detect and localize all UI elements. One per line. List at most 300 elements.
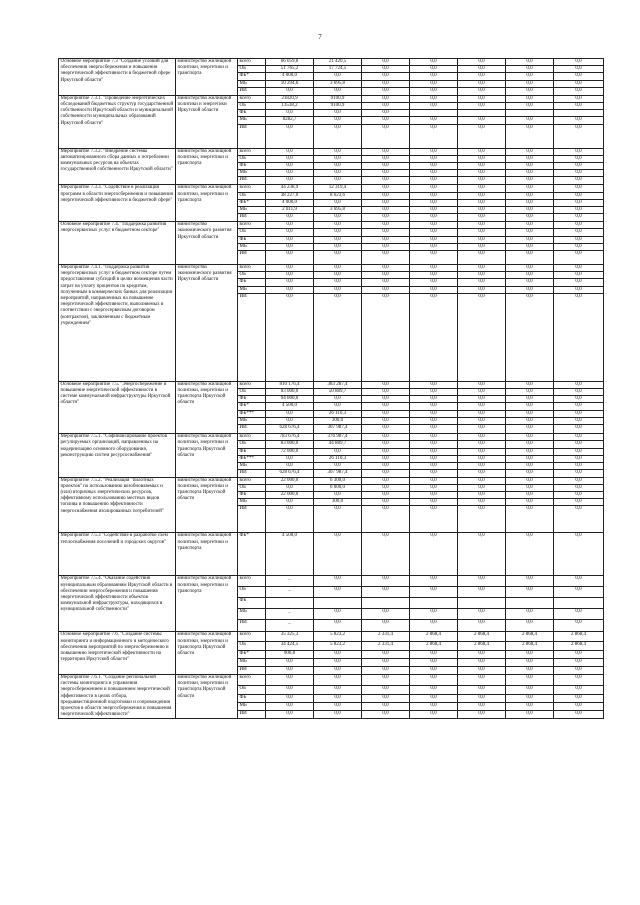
- amount-cell: 22 000,0: [266, 492, 314, 499]
- amount-cell: 3 695,8: [314, 207, 362, 214]
- amount-cell: 13538,2: [266, 103, 314, 110]
- amount-cell: 0,0: [554, 185, 604, 192]
- amount-cell: 0,0: [410, 155, 458, 162]
- amount-cell: 0,0: [410, 80, 458, 87]
- amount-cell: 0,0: [362, 265, 410, 272]
- amount-cell: 0,0: [506, 66, 554, 73]
- amount-cell: 0,0: [410, 87, 458, 95]
- amount-cell: 0,0: [554, 620, 604, 632]
- amount-cell: 0,0: [506, 229, 554, 236]
- amount-cell: 0,0: [266, 87, 314, 95]
- amount-cell: 0,0: [314, 177, 362, 185]
- funding-source: ИИ: [238, 711, 266, 719]
- funding-source: ОБ: [238, 192, 266, 199]
- amount-cell: 0,0: [458, 124, 506, 148]
- amount-cell: 0,0: [362, 470, 410, 478]
- amount-cell: 0,0: [266, 163, 314, 170]
- measure-description: Мероприятие 7.5.4. "Оказание содействия муниципальным образованиям Иркутской области в обеспечении энергосбережения и повышения энергетической эффективности объектов коммунальной инфраструктуры, находящихся в муниципальной собственности": [59, 576, 176, 632]
- funding-source: всего: [238, 434, 266, 441]
- responsible-executor: министерство жилищной политики, энергетики и транспорта: [176, 533, 238, 576]
- amount-cell: 44 889,7: [314, 441, 362, 448]
- amount-cell: 0,0: [506, 222, 554, 229]
- amount-cell: [410, 110, 458, 117]
- amount-cell: 83 000,0: [266, 441, 314, 448]
- amount-cell: 0,0: [266, 674, 314, 685]
- amount-cell: 0,0: [506, 609, 554, 620]
- amount-cell: 0,0: [266, 484, 314, 491]
- funding-source: ОБ: [238, 229, 266, 236]
- amount-cell: 0,0: [458, 441, 506, 448]
- table-row: [59, 632, 604, 642]
- amount-cell: 0,0: [362, 73, 410, 80]
- amount-cell: 0,0: [410, 279, 458, 286]
- amount-cell: 0,0: [314, 674, 362, 685]
- amount-cell: 0,0: [554, 396, 604, 403]
- responsible-executor: министерство экономического развития Иркутской области: [176, 222, 238, 265]
- funding-source: ФБ: [238, 448, 266, 455]
- amount-cell: 0,0: [506, 251, 554, 265]
- amount-cell: 0,0: [554, 506, 604, 533]
- measure-description: Мероприятие 7.6.1. "Создание региональной системы мониторинга и управления энергосбережением и повышением энергетической эффективности в целях отбора, предынвестиционной подготовки и сопровождения проектов в области энергосбережения и повышения энергетической эффективности": [59, 674, 176, 718]
- amount-cell: 0,0: [506, 243, 554, 250]
- amount-cell: 0,0: [314, 576, 362, 587]
- amount-cell: [314, 598, 362, 609]
- funding-source: ОБ: [238, 103, 266, 110]
- amount-cell: 0,0: [458, 506, 506, 533]
- amount-cell: 0,0: [506, 506, 554, 533]
- amount-cell: 0,0: [314, 286, 362, 293]
- amount-cell: [458, 598, 506, 609]
- amount-cell: 0,0: [266, 455, 314, 462]
- amount-cell: 0,0: [458, 214, 506, 222]
- amount-cell: 0,0: [362, 155, 410, 162]
- funding-source: всего: [238, 148, 266, 155]
- amount-cell: 0,0: [554, 650, 604, 659]
- amount-cell: 0,0: [362, 163, 410, 170]
- amount-cell: 5 823,2: [314, 642, 362, 651]
- amount-cell: 300,0: [314, 499, 362, 506]
- amount-cell: 0,0: [266, 286, 314, 293]
- amount-cell: 0,0: [554, 192, 604, 199]
- amount-cell: 0,0: [410, 650, 458, 659]
- table-row: [59, 222, 604, 229]
- funding-source: ИИ: [238, 214, 266, 222]
- amount-cell: 0,0: [362, 214, 410, 222]
- amount-cell: 0,0: [506, 410, 554, 417]
- amount-cell: 0,0: [506, 425, 554, 434]
- amount-cell: 0,0: [554, 686, 604, 694]
- amount-cell: 0,0: [362, 124, 410, 148]
- funding-source: ФБ: [238, 694, 266, 702]
- amount-cell: 0,0: [506, 417, 554, 424]
- amount-cell: 0,0: [554, 229, 604, 236]
- amount-cell: 0,0: [314, 702, 362, 710]
- responsible-executor: министерство жилищной политики и энергетики Иркутской области: [176, 95, 238, 148]
- funding-source: МБ: [238, 117, 266, 124]
- amount-cell: 0,0: [506, 103, 554, 110]
- measure-description: Мероприятие 7.3.2. "Внедрение системы автоматизированного сбора данных о потреблении коммунальных ресурсов на объектах государственной собственности Иркутской области": [59, 148, 176, 185]
- amount-cell: 0,0: [506, 73, 554, 80]
- amount-cell: 0,0: [458, 533, 506, 576]
- amount-cell: 0,0: [266, 110, 314, 117]
- amount-cell: 300,0: [314, 417, 362, 424]
- amount-cell: [554, 110, 604, 117]
- amount-cell: 0,0: [362, 434, 410, 441]
- amount-cell: 0,0: [410, 609, 458, 620]
- amount-cell: 2 868,4: [458, 632, 506, 642]
- amount-cell: 0,0: [266, 666, 314, 674]
- amount-cell: 0,0: [506, 124, 554, 148]
- funding-source: МБ: [238, 80, 266, 87]
- amount-cell: [458, 110, 506, 117]
- amount-cell: 0,0: [554, 499, 604, 506]
- amount-cell: 0,0: [458, 148, 506, 155]
- amount-cell: 0,0: [506, 95, 554, 102]
- amount-cell: 0,0: [458, 155, 506, 162]
- amount-cell: 0,0: [410, 455, 458, 462]
- amount-cell: 0,0: [554, 163, 604, 170]
- table-row: [59, 265, 604, 272]
- amount-cell: 0,0: [314, 686, 362, 694]
- amount-cell: 9100,9: [314, 103, 362, 110]
- amount-cell: 0,0: [554, 609, 604, 620]
- amount-cell: 0,0: [362, 117, 410, 124]
- funding-source: всего: [238, 381, 266, 388]
- funding-source: МБ: [238, 207, 266, 214]
- funding-source: ИИ: [238, 251, 266, 265]
- table-row: [59, 533, 604, 576]
- amount-cell: 0,0: [410, 185, 458, 192]
- measure-description: Мероприятие 7.3.1. "Проведение энергетических обследований бюджетных структур государственной собственности Иркутской области и муниципальной собственности муниципальных образований Иркутской области": [59, 95, 176, 148]
- amount-cell: 0,0: [266, 686, 314, 694]
- amount-cell: 0,0: [266, 222, 314, 229]
- amount-cell: 0,0: [362, 492, 410, 499]
- amount-cell: 0,0: [554, 448, 604, 455]
- amount-cell: 0,0: [410, 506, 458, 533]
- amount-cell: 0,0: [410, 434, 458, 441]
- amount-cell: 0,0: [410, 199, 458, 206]
- amount-cell: [506, 598, 554, 609]
- amount-cell: 0,0: [266, 177, 314, 185]
- funding-source: всего: [238, 59, 266, 66]
- amount-cell: 0,0: [362, 381, 410, 388]
- amount-cell: 0,0: [506, 686, 554, 694]
- amount-cell: 2 868,4: [554, 632, 604, 642]
- amount-cell: 0,0: [362, 587, 410, 598]
- amount-cell: 0,0: [410, 686, 458, 694]
- amount-cell: 0,0: [362, 279, 410, 286]
- amount-cell: 2 868,4: [410, 632, 458, 642]
- amount-cell: 0,0: [410, 425, 458, 434]
- amount-cell: 51 765,2: [266, 66, 314, 73]
- amount-cell: [506, 110, 554, 117]
- amount-cell: 3 695,8: [314, 80, 362, 87]
- amount-cell: 0,0: [458, 251, 506, 265]
- amount-cell: 0,0: [362, 462, 410, 469]
- amount-cell: 0,0: [458, 177, 506, 185]
- amount-cell: 0,0: [362, 425, 410, 434]
- amount-cell: 0,0: [458, 711, 506, 719]
- funding-source: ОБ: [238, 272, 266, 279]
- amount-cell: 0,0: [458, 686, 506, 694]
- amount-cell: 0,0: [506, 214, 554, 222]
- amount-cell: 0,0: [314, 396, 362, 403]
- responsible-executor: министерство жилищной политики, энергетики и транспорта: [176, 185, 238, 222]
- amount-cell: 0,0: [458, 293, 506, 381]
- amount-cell: 2 868,4: [458, 642, 506, 651]
- amount-cell: 0,0: [506, 441, 554, 448]
- amount-cell: 0,0: [410, 576, 458, 587]
- amount-cell: 0,0: [410, 403, 458, 410]
- amount-cell: 0,0: [554, 455, 604, 462]
- amount-cell: 383 287,4: [314, 381, 362, 388]
- amount-cell: 0,0: [458, 609, 506, 620]
- amount-cell: 0,0: [266, 506, 314, 533]
- amount-cell: 0,0: [458, 666, 506, 674]
- amount-cell: 0,0: [410, 59, 458, 66]
- amount-cell: 0,0: [458, 425, 506, 434]
- amount-cell: 0,0: [314, 243, 362, 250]
- funding-source: всего: [238, 632, 266, 642]
- amount-cell: 0,0: [506, 236, 554, 243]
- funding-source: МБ: [238, 659, 266, 667]
- amount-cell: 0,0: [554, 251, 604, 265]
- funding-source: ОБ: [238, 484, 266, 491]
- amount-cell: 0,0: [410, 620, 458, 632]
- amount-cell: 0,0: [458, 265, 506, 272]
- amount-cell: 307 987,4: [314, 470, 362, 478]
- amount-cell: 0,0: [314, 666, 362, 674]
- amount-cell: 0,0: [554, 666, 604, 674]
- amount-cell: 0,0: [362, 659, 410, 667]
- amount-cell: 0,0: [506, 650, 554, 659]
- amount-cell: 0,0: [554, 279, 604, 286]
- amount-cell: 6 000,0: [314, 484, 362, 491]
- amount-cell: 0,0: [362, 403, 410, 410]
- amount-cell: 0,0: [458, 620, 506, 632]
- amount-cell: 0,0: [458, 279, 506, 286]
- amount-cell: 0,0: [410, 293, 458, 381]
- amount-cell: 0,0: [554, 484, 604, 491]
- amount-cell: 0,0: [362, 177, 410, 185]
- amount-cell: 0,0: [362, 243, 410, 250]
- amount-cell: 0,0: [266, 499, 314, 506]
- amount-cell: 0,0: [266, 462, 314, 469]
- funding-source: ОБ: [238, 642, 266, 651]
- funding-source: ОБ: [238, 441, 266, 448]
- amount-cell: 0,0: [506, 265, 554, 272]
- table-row: [59, 148, 604, 155]
- amount-cell: 2 868,4: [410, 642, 458, 651]
- amount-cell: 0,0: [554, 117, 604, 124]
- amount-cell: _: [266, 609, 314, 620]
- amount-cell: 0,0: [458, 103, 506, 110]
- amount-cell: 0,0: [554, 711, 604, 719]
- amount-cell: 0,0: [362, 609, 410, 620]
- amount-cell: 0,0: [362, 448, 410, 455]
- amount-cell: 0,0: [554, 214, 604, 222]
- amount-cell: 0,0: [506, 403, 554, 410]
- amount-cell: 0,0: [266, 417, 314, 424]
- amount-cell: 0,0: [410, 587, 458, 598]
- amount-cell: 0,0: [554, 236, 604, 243]
- amount-cell: 0,0: [458, 455, 506, 462]
- amount-cell: 0,0: [554, 148, 604, 155]
- funding-source: МБ: [238, 286, 266, 293]
- amount-cell: 0,0: [458, 236, 506, 243]
- amount-cell: [266, 598, 314, 609]
- funding-source: ИИ: [238, 506, 266, 533]
- amount-cell: 0,0: [314, 587, 362, 598]
- funding-source: ФБ: [238, 236, 266, 243]
- responsible-executor: министерство жилищной политики, энергетики и транспорта: [176, 148, 238, 185]
- measure-description: Основное мероприятие 7.4. "Поддержка развития энергосервисных услуг в бюджетном секторе": [59, 222, 176, 265]
- amount-cell: 0,0: [458, 389, 506, 396]
- amount-cell: 0,0: [506, 702, 554, 710]
- funding-source: ИИ: [238, 124, 266, 148]
- amount-cell: 0,0: [554, 417, 604, 424]
- amount-cell: 0,0: [362, 576, 410, 587]
- amount-cell: 0,0: [554, 674, 604, 685]
- amount-cell: 0,0: [362, 389, 410, 396]
- amount-cell: 0,0: [458, 410, 506, 417]
- amount-cell: 0,0: [506, 272, 554, 279]
- amount-cell: 0,0: [410, 243, 458, 250]
- amount-cell: 44 238,9: [266, 185, 314, 192]
- table-row: [59, 381, 604, 388]
- amount-cell: 4 000,0: [266, 199, 314, 206]
- amount-cell: 0,0: [506, 674, 554, 685]
- responsible-executor: министерство экономического развития Иркутской области: [176, 265, 238, 382]
- amount-cell: 0,0: [314, 462, 362, 469]
- funding-source: ИИ: [238, 293, 266, 381]
- amount-cell: 0,0: [410, 177, 458, 185]
- amount-cell: 0,0: [458, 163, 506, 170]
- amount-cell: 0,0: [458, 477, 506, 484]
- amount-cell: 0,0: [506, 192, 554, 199]
- amount-cell: 0,0: [506, 694, 554, 702]
- amount-cell: 0,0: [506, 462, 554, 469]
- amount-cell: 0,0: [314, 214, 362, 222]
- amount-cell: 0,0: [458, 381, 506, 388]
- amount-cell: 0,0: [554, 124, 604, 148]
- amount-cell: 0,0: [506, 293, 554, 381]
- amount-cell: 0,0: [314, 279, 362, 286]
- amount-cell: 0,0: [362, 477, 410, 484]
- amount-cell: 0,0: [362, 95, 410, 102]
- amount-cell: 0,0: [362, 499, 410, 506]
- amount-cell: 376 987,4: [314, 434, 362, 441]
- amount-cell: 0,0: [314, 533, 362, 576]
- amount-cell: 0,0: [554, 492, 604, 499]
- amount-cell: 4 500,0: [266, 533, 314, 576]
- amount-cell: 0,0: [458, 272, 506, 279]
- amount-cell: 0,0: [266, 124, 314, 148]
- amount-cell: 12 319,4: [314, 185, 362, 192]
- amount-cell: 0,0: [362, 441, 410, 448]
- amount-cell: 0,0: [458, 674, 506, 685]
- amount-cell: 21820,9: [266, 95, 314, 102]
- amount-cell: 628 676,4: [266, 425, 314, 434]
- amount-cell: 0,0: [314, 293, 362, 381]
- amount-cell: 0,0: [458, 484, 506, 491]
- measure-description: Мероприятие 7.5.2. "Реализация "пилотных проектов" по использованию возобновляемых и (или) вторичных энергетических ресурсов, эффективному использованию местных видов топлива и повышению эффективности энергоснабжения изолированных потребителей": [59, 477, 176, 533]
- funding-source: МБ: [238, 499, 266, 506]
- amount-cell: 2 331,4: [362, 632, 410, 642]
- amount-cell: 0,0: [314, 506, 362, 533]
- amount-cell: 783 676,4: [266, 434, 314, 441]
- amount-cell: 6 300,0: [314, 477, 362, 484]
- amount-cell: 0,0: [458, 417, 506, 424]
- amount-cell: 0,0: [314, 272, 362, 279]
- amount-cell: 0,0: [410, 484, 458, 491]
- amount-cell: 0,0: [410, 265, 458, 272]
- amount-cell: 0,0: [458, 434, 506, 441]
- amount-cell: 8 623,6: [314, 192, 362, 199]
- amount-cell: 0,0: [458, 470, 506, 478]
- amount-cell: 0,0: [506, 148, 554, 155]
- funding-source: МБ: [238, 462, 266, 469]
- amount-cell: 0,0: [362, 620, 410, 632]
- table-row: [59, 477, 604, 484]
- funding-source: ОБ: [238, 389, 266, 396]
- amount-cell: 0,0: [554, 103, 604, 110]
- amount-cell: 0,0: [314, 124, 362, 148]
- amount-cell: 0,0: [410, 674, 458, 685]
- funding-source: МБ: [238, 417, 266, 424]
- amount-cell: 0,0: [410, 499, 458, 506]
- amount-cell: 0,0: [458, 170, 506, 177]
- amount-cell: 0,0: [458, 576, 506, 587]
- amount-cell: 0,0: [506, 87, 554, 95]
- amount-cell: 0,0: [314, 110, 362, 117]
- amount-cell: 0,0: [506, 155, 554, 162]
- amount-cell: 0,0: [410, 236, 458, 243]
- amount-cell: 0,0: [458, 659, 506, 667]
- amount-cell: 0,0: [410, 251, 458, 265]
- amount-cell: 2 868,4: [506, 642, 554, 651]
- amount-cell: 0,0: [410, 95, 458, 102]
- amount-cell: 0,0: [506, 587, 554, 598]
- amount-cell: 0,0: [314, 229, 362, 236]
- amount-cell: 0,0: [506, 666, 554, 674]
- amount-cell: 0,0: [506, 455, 554, 462]
- funding-source: ФБ*: [238, 199, 266, 206]
- amount-cell: 0,0: [362, 702, 410, 710]
- amount-cell: 0,0: [410, 462, 458, 469]
- amount-cell: 0,0: [362, 674, 410, 685]
- measure-description: Мероприятие 7.3.3. "Содействие в реализации программ в области энергосбережения и повышения энергетической эффективности в бюджетной сфере": [59, 185, 176, 222]
- amount-cell: 0,0: [554, 66, 604, 73]
- amount-cell: 0,0: [554, 425, 604, 434]
- amount-cell: 0,0: [506, 477, 554, 484]
- amount-cell: 0,0: [362, 192, 410, 199]
- amount-cell: 0,0: [314, 650, 362, 659]
- amount-cell: 0,0: [554, 533, 604, 576]
- amount-cell: 0,0: [554, 576, 604, 587]
- amount-cell: 307 987,4: [314, 425, 362, 434]
- amount-cell: 0,0: [410, 286, 458, 293]
- amount-cell: 0,0: [314, 609, 362, 620]
- amount-cell: 0,0: [554, 222, 604, 229]
- amount-cell: 17 724,5: [314, 66, 362, 73]
- amount-cell: 0,0: [362, 236, 410, 243]
- amount-cell: 22 000,0: [266, 477, 314, 484]
- amount-cell: 0,0: [506, 170, 554, 177]
- amount-cell: 0,0: [362, 251, 410, 265]
- amount-cell: 0,0: [266, 243, 314, 250]
- amount-cell: 0,0: [314, 711, 362, 719]
